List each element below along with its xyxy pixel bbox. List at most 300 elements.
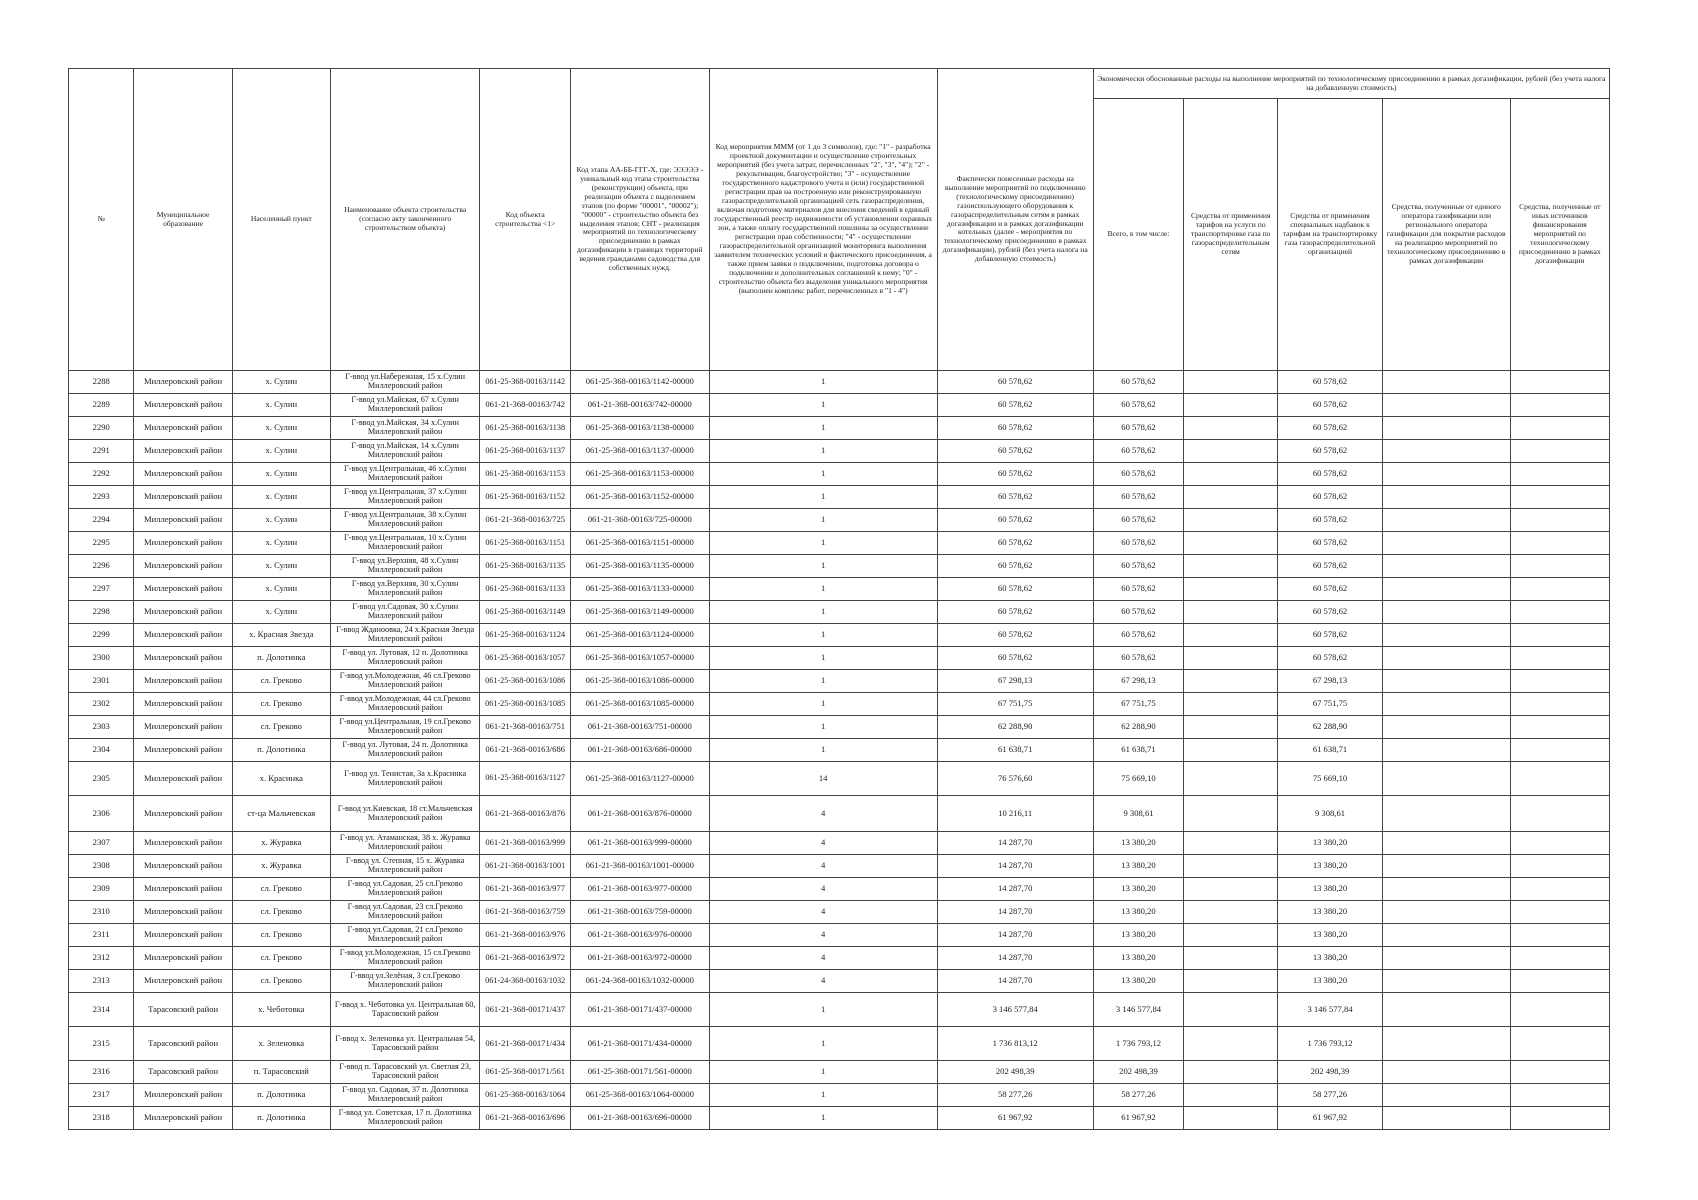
cell-stage-code: 061-21-368-00171/434-00000 bbox=[570, 1027, 709, 1061]
cell-actual-costs: 67 298,13 bbox=[937, 670, 1093, 693]
cell-no: 2296 bbox=[69, 555, 134, 578]
cell-surcharge: 13 380,20 bbox=[1278, 924, 1383, 947]
cell-municipality: Миллеровский район bbox=[134, 486, 232, 509]
cell-total: 60 578,62 bbox=[1093, 624, 1184, 647]
cell-actual-costs: 14 287,70 bbox=[937, 947, 1093, 970]
table-row bbox=[69, 532, 1610, 555]
cell-surcharge: 62 288,90 bbox=[1278, 716, 1383, 739]
cell-stage-code: 061-25-368-00163/1152-00000 bbox=[570, 486, 709, 509]
cell-other bbox=[1510, 855, 1609, 878]
cell-object-code: 061-21-368-00163/759 bbox=[480, 901, 571, 924]
cell-measure-code: 4 bbox=[709, 855, 937, 878]
cell-surcharge: 13 380,20 bbox=[1278, 832, 1383, 855]
table-row bbox=[69, 739, 1610, 762]
cell-measure-code: 4 bbox=[709, 796, 937, 832]
cell-operator bbox=[1382, 762, 1510, 796]
cell-municipality: Миллеровский район bbox=[134, 832, 232, 855]
cell-stage-code: 061-25-368-00163/1127-00000 bbox=[570, 762, 709, 796]
cell-tariff bbox=[1184, 855, 1278, 878]
table-row bbox=[69, 901, 1610, 924]
cell-no: 2311 bbox=[69, 924, 134, 947]
cell-object-name: Г-ввод ул.Центральная, 46 х.Сулин Миллеровский район bbox=[330, 463, 480, 486]
cell-measure-code: 14 bbox=[709, 762, 937, 796]
table-row bbox=[69, 670, 1610, 693]
header-municipality: Муниципальное образование bbox=[134, 69, 232, 371]
cell-other bbox=[1510, 924, 1609, 947]
cell-total: 13 380,20 bbox=[1093, 832, 1184, 855]
cell-tariff bbox=[1184, 440, 1278, 463]
cell-municipality: Тарасовский район bbox=[134, 1061, 232, 1084]
cell-stage-code: 061-25-368-00163/1124-00000 bbox=[570, 624, 709, 647]
cell-no: 2292 bbox=[69, 463, 134, 486]
cell-operator bbox=[1382, 693, 1510, 716]
cell-other bbox=[1510, 1107, 1609, 1130]
cell-total: 60 578,62 bbox=[1093, 394, 1184, 417]
cell-total: 202 498,39 bbox=[1093, 1061, 1184, 1084]
cell-no: 2289 bbox=[69, 394, 134, 417]
cell-no: 2313 bbox=[69, 970, 134, 993]
cell-total: 13 380,20 bbox=[1093, 878, 1184, 901]
cell-total: 60 578,62 bbox=[1093, 371, 1184, 394]
cell-total: 60 578,62 bbox=[1093, 647, 1184, 670]
cell-settlement: сл. Греково bbox=[232, 924, 330, 947]
cell-municipality: Миллеровский район bbox=[134, 762, 232, 796]
cell-no: 2294 bbox=[69, 509, 134, 532]
cell-municipality: Миллеровский район bbox=[134, 532, 232, 555]
table-row bbox=[69, 693, 1610, 716]
cell-no: 2288 bbox=[69, 371, 134, 394]
cell-actual-costs: 14 287,70 bbox=[937, 924, 1093, 947]
cell-total: 13 380,20 bbox=[1093, 901, 1184, 924]
cell-operator bbox=[1382, 532, 1510, 555]
cell-settlement: сл. Греково bbox=[232, 693, 330, 716]
cell-tariff bbox=[1184, 796, 1278, 832]
table-row bbox=[69, 796, 1610, 832]
cell-actual-costs: 60 578,62 bbox=[937, 555, 1093, 578]
cell-actual-costs: 14 287,70 bbox=[937, 901, 1093, 924]
cell-object-name: Г-ввод х. Зеленовка ул. Центральная 54, Тарасовский район bbox=[330, 1027, 480, 1061]
cell-total: 62 288,90 bbox=[1093, 716, 1184, 739]
cell-settlement: х. Сулин bbox=[232, 578, 330, 601]
cell-total: 1 736 793,12 bbox=[1093, 1027, 1184, 1061]
cell-object-code: 061-21-368-00163/696 bbox=[480, 1107, 571, 1130]
cell-operator bbox=[1382, 371, 1510, 394]
cell-actual-costs: 60 578,62 bbox=[937, 371, 1093, 394]
cell-settlement: п. Долотинка bbox=[232, 739, 330, 762]
cell-no: 2305 bbox=[69, 762, 134, 796]
cell-operator bbox=[1382, 739, 1510, 762]
cell-settlement: х. Красная Звезда bbox=[232, 624, 330, 647]
cell-surcharge: 3 146 577,84 bbox=[1278, 993, 1383, 1027]
cell-no: 2295 bbox=[69, 532, 134, 555]
cell-total: 60 578,62 bbox=[1093, 578, 1184, 601]
cell-no: 2300 bbox=[69, 647, 134, 670]
cell-tariff bbox=[1184, 463, 1278, 486]
cell-stage-code: 061-25-368-00163/1086-00000 bbox=[570, 670, 709, 693]
cell-actual-costs: 60 578,62 bbox=[937, 394, 1093, 417]
cell-total: 13 380,20 bbox=[1093, 970, 1184, 993]
cell-settlement: х. Сулин bbox=[232, 463, 330, 486]
cell-settlement: х. Сулин bbox=[232, 440, 330, 463]
cell-other bbox=[1510, 463, 1609, 486]
cell-object-name: Г-ввод ул.Молодежная, 15 сл.Греково Миллеровский район bbox=[330, 947, 480, 970]
cell-actual-costs: 60 578,62 bbox=[937, 647, 1093, 670]
cell-settlement: х. Сулин bbox=[232, 509, 330, 532]
cell-object-code: 061-25-368-00163/1151 bbox=[480, 532, 571, 555]
cell-measure-code: 4 bbox=[709, 924, 937, 947]
cell-settlement: сл. Греково bbox=[232, 901, 330, 924]
cell-object-code: 061-21-368-00163/976 bbox=[480, 924, 571, 947]
cell-stage-code: 061-21-368-00163/725-00000 bbox=[570, 509, 709, 532]
cell-tariff bbox=[1184, 532, 1278, 555]
cell-object-code: 061-21-368-00163/686 bbox=[480, 739, 571, 762]
header-operator: Средства, полученные от единого оператора газификации или регионального оператора газификации для покрытия расходов на реализацию мероприятий по технологическому присоединению в рамках догазификации bbox=[1382, 99, 1510, 371]
cell-measure-code: 4 bbox=[709, 901, 937, 924]
cell-object-code: 061-24-368-00163/1032 bbox=[480, 970, 571, 993]
cell-measure-code: 1 bbox=[709, 440, 937, 463]
cell-municipality: Миллеровский район bbox=[134, 855, 232, 878]
cell-measure-code: 1 bbox=[709, 486, 937, 509]
cell-no: 2299 bbox=[69, 624, 134, 647]
cell-operator bbox=[1382, 463, 1510, 486]
cell-total: 60 578,62 bbox=[1093, 463, 1184, 486]
cell-object-name: Г-ввод ул.Майская, 14 х.Сулин Миллеровский район bbox=[330, 440, 480, 463]
cell-measure-code: 1 bbox=[709, 394, 937, 417]
cell-object-code: 061-21-368-00171/434 bbox=[480, 1027, 571, 1061]
cell-object-code: 061-25-368-00163/1142 bbox=[480, 371, 571, 394]
cell-tariff bbox=[1184, 993, 1278, 1027]
table-row bbox=[69, 509, 1610, 532]
cell-municipality: Миллеровский район bbox=[134, 739, 232, 762]
cell-operator bbox=[1382, 624, 1510, 647]
cell-municipality: Миллеровский район bbox=[134, 578, 232, 601]
table-row bbox=[69, 440, 1610, 463]
cell-measure-code: 4 bbox=[709, 970, 937, 993]
cell-municipality: Миллеровский район bbox=[134, 601, 232, 624]
cell-actual-costs: 202 498,39 bbox=[937, 1061, 1093, 1084]
cell-operator bbox=[1382, 601, 1510, 624]
cell-municipality: Тарасовский район bbox=[134, 993, 232, 1027]
cell-surcharge: 1 736 793,12 bbox=[1278, 1027, 1383, 1061]
cell-object-code: 061-25-368-00163/1149 bbox=[480, 601, 571, 624]
cell-total: 60 578,62 bbox=[1093, 440, 1184, 463]
cell-object-code: 061-25-368-00163/1064 bbox=[480, 1084, 571, 1107]
cell-object-name: Г-ввод ул.Молодежная, 44 сл.Греково Миллеровский район bbox=[330, 693, 480, 716]
cell-actual-costs: 60 578,62 bbox=[937, 624, 1093, 647]
cell-object-code: 061-25-368-00163/1085 bbox=[480, 693, 571, 716]
cell-operator bbox=[1382, 417, 1510, 440]
cell-surcharge: 75 669,10 bbox=[1278, 762, 1383, 796]
cell-tariff bbox=[1184, 578, 1278, 601]
cell-object-name: Г-ввод Жданоовка, 24 х.Красная Звезда Миллеровский район bbox=[330, 624, 480, 647]
cell-no: 2304 bbox=[69, 739, 134, 762]
cell-settlement: сл. Греково bbox=[232, 670, 330, 693]
cell-other bbox=[1510, 578, 1609, 601]
cell-object-name: Г-ввод ул.Зелёная, 3 сл.Греково Миллеровский район bbox=[330, 970, 480, 993]
table-row bbox=[69, 624, 1610, 647]
header-surcharge: Средства от применения специальных надбавок к тарифам на транспортировку газа газораспределительной организацией bbox=[1278, 99, 1383, 371]
cell-total: 75 669,10 bbox=[1093, 762, 1184, 796]
cell-surcharge: 60 578,62 bbox=[1278, 555, 1383, 578]
cell-operator bbox=[1382, 716, 1510, 739]
cell-total: 60 578,62 bbox=[1093, 417, 1184, 440]
cell-surcharge: 60 578,62 bbox=[1278, 463, 1383, 486]
cell-stage-code: 061-25-368-00163/1138-00000 bbox=[570, 417, 709, 440]
cell-municipality: Миллеровский район bbox=[134, 463, 232, 486]
table-header bbox=[69, 69, 1610, 371]
cell-tariff bbox=[1184, 947, 1278, 970]
cell-total: 13 380,20 bbox=[1093, 855, 1184, 878]
cell-no: 2297 bbox=[69, 578, 134, 601]
cell-settlement: х. Красинка bbox=[232, 762, 330, 796]
cell-stage-code: 061-25-368-00163/1064-00000 bbox=[570, 1084, 709, 1107]
cell-other bbox=[1510, 970, 1609, 993]
cell-stage-code: 061-24-368-00163/1032-00000 bbox=[570, 970, 709, 993]
cell-measure-code: 1 bbox=[709, 1061, 937, 1084]
cell-actual-costs: 1 736 813,12 bbox=[937, 1027, 1093, 1061]
cell-surcharge: 67 751,75 bbox=[1278, 693, 1383, 716]
cell-object-name: Г-ввод ул.Центральная, 10 х.Сулин Миллеровский район bbox=[330, 532, 480, 555]
cell-no: 2317 bbox=[69, 1084, 134, 1107]
cell-operator bbox=[1382, 1107, 1510, 1130]
cell-stage-code: 061-21-368-00163/751-00000 bbox=[570, 716, 709, 739]
cell-operator bbox=[1382, 1061, 1510, 1084]
cell-object-name: Г-ввод ул.Верхняя, 30 х.Сулин Миллеровский район bbox=[330, 578, 480, 601]
cell-stage-code: 061-21-368-00163/742-00000 bbox=[570, 394, 709, 417]
cell-object-name: Г-ввод ул. Лутовая, 24 п. Долотинка Миллеровский район bbox=[330, 739, 480, 762]
cell-stage-code: 061-25-368-00163/1151-00000 bbox=[570, 532, 709, 555]
header-actual-costs: Фактически понесенные расходы на выполнение мероприятий по подключению (технологическому присоединению) газоиспользующего оборудования к газораспределительным сетям в рамках догазификации и в рамках догазификации котельных (далее - мероприятия по технологическому присоединению в рамках догазификации), рублей (без учета налога на добавленную стоимость) bbox=[937, 69, 1093, 371]
cell-object-code: 061-21-368-00171/437 bbox=[480, 993, 571, 1027]
cell-other bbox=[1510, 832, 1609, 855]
cell-actual-costs: 76 576,60 bbox=[937, 762, 1093, 796]
cell-tariff bbox=[1184, 1084, 1278, 1107]
cell-measure-code: 1 bbox=[709, 670, 937, 693]
cell-settlement: сл. Греково bbox=[232, 947, 330, 970]
cell-no: 2293 bbox=[69, 486, 134, 509]
cell-other bbox=[1510, 1027, 1609, 1061]
cell-surcharge: 60 578,62 bbox=[1278, 440, 1383, 463]
cell-object-name: Г-ввод ул.Садовая, 30 х.Сулин Миллеровский район bbox=[330, 601, 480, 624]
cell-stage-code: 061-21-368-00163/876-00000 bbox=[570, 796, 709, 832]
cell-settlement: сл. Греково bbox=[232, 716, 330, 739]
cell-settlement: х. Журавка bbox=[232, 832, 330, 855]
cell-actual-costs: 60 578,62 bbox=[937, 532, 1093, 555]
cell-operator bbox=[1382, 509, 1510, 532]
cell-settlement: х. Зеленовка bbox=[232, 1027, 330, 1061]
cell-tariff bbox=[1184, 878, 1278, 901]
cell-other bbox=[1510, 947, 1609, 970]
cell-measure-code: 1 bbox=[709, 532, 937, 555]
cell-object-name: Г-ввод ул. Степная, 15 х. Журавка Миллеровский район bbox=[330, 855, 480, 878]
cell-total: 60 578,62 bbox=[1093, 509, 1184, 532]
cell-object-code: 061-21-368-00163/725 bbox=[480, 509, 571, 532]
cell-tariff bbox=[1184, 601, 1278, 624]
cell-actual-costs: 62 288,90 bbox=[937, 716, 1093, 739]
cell-total: 13 380,20 bbox=[1093, 924, 1184, 947]
cell-stage-code: 061-21-368-00163/972-00000 bbox=[570, 947, 709, 970]
cell-settlement: п. Тарасовский bbox=[232, 1061, 330, 1084]
cell-tariff bbox=[1184, 394, 1278, 417]
cell-other bbox=[1510, 532, 1609, 555]
cell-object-code: 061-21-368-00163/999 bbox=[480, 832, 571, 855]
table-row bbox=[69, 486, 1610, 509]
cell-operator bbox=[1382, 486, 1510, 509]
cell-stage-code: 061-21-368-00163/977-00000 bbox=[570, 878, 709, 901]
cell-surcharge: 60 578,62 bbox=[1278, 417, 1383, 440]
cell-other bbox=[1510, 901, 1609, 924]
cell-total: 61 967,92 bbox=[1093, 1107, 1184, 1130]
cell-other bbox=[1510, 601, 1609, 624]
table-row bbox=[69, 1061, 1610, 1084]
cell-municipality: Миллеровский район bbox=[134, 970, 232, 993]
cell-other bbox=[1510, 693, 1609, 716]
cell-no: 2316 bbox=[69, 1061, 134, 1084]
cell-actual-costs: 60 578,62 bbox=[937, 440, 1093, 463]
cell-actual-costs: 14 287,70 bbox=[937, 878, 1093, 901]
cell-municipality: Тарасовский район bbox=[134, 1027, 232, 1061]
cell-measure-code: 1 bbox=[709, 555, 937, 578]
cell-no: 2314 bbox=[69, 993, 134, 1027]
cell-settlement: х. Сулин bbox=[232, 486, 330, 509]
cell-surcharge: 13 380,20 bbox=[1278, 878, 1383, 901]
cell-other bbox=[1510, 647, 1609, 670]
cell-no: 2307 bbox=[69, 832, 134, 855]
cell-object-name: Г-ввод ул.Молодежная, 46 сл.Греково Миллеровский район bbox=[330, 670, 480, 693]
cell-surcharge: 58 277,26 bbox=[1278, 1084, 1383, 1107]
cell-settlement: х. Журавка bbox=[232, 855, 330, 878]
cell-no: 2308 bbox=[69, 855, 134, 878]
cell-surcharge: 60 578,62 bbox=[1278, 394, 1383, 417]
cell-other bbox=[1510, 670, 1609, 693]
cell-municipality: Миллеровский район bbox=[134, 624, 232, 647]
cell-object-name: Г-ввод ул.Центральная, 19 сл.Греково Миллеровский район bbox=[330, 716, 480, 739]
cell-object-code: 061-25-368-00163/1057 bbox=[480, 647, 571, 670]
cell-object-code: 061-25-368-00163/1152 bbox=[480, 486, 571, 509]
header-no: № bbox=[69, 69, 134, 371]
cell-object-name: Г-ввод ул. Садовая, 37 п. Долотинка Миллеровский район bbox=[330, 1084, 480, 1107]
cell-object-name: Г-ввод ул.Верхняя, 48 х.Сулин Миллеровский район bbox=[330, 555, 480, 578]
cell-municipality: Миллеровский район bbox=[134, 417, 232, 440]
cell-other bbox=[1510, 509, 1609, 532]
cell-object-code: 061-21-368-00163/977 bbox=[480, 878, 571, 901]
table-row bbox=[69, 855, 1610, 878]
cell-object-code: 061-25-368-00163/1086 bbox=[480, 670, 571, 693]
cell-total: 60 578,62 bbox=[1093, 532, 1184, 555]
cell-other bbox=[1510, 1084, 1609, 1107]
cell-other bbox=[1510, 394, 1609, 417]
header-object-code: Код объекта строительства <1> bbox=[480, 69, 571, 371]
cell-other bbox=[1510, 440, 1609, 463]
cell-measure-code: 1 bbox=[709, 1107, 937, 1130]
cell-municipality: Миллеровский район bbox=[134, 716, 232, 739]
cell-other bbox=[1510, 1061, 1609, 1084]
cell-surcharge: 60 578,62 bbox=[1278, 578, 1383, 601]
cell-object-code: 061-25-368-00163/1135 bbox=[480, 555, 571, 578]
cell-stage-code: 061-25-368-00163/1137-00000 bbox=[570, 440, 709, 463]
cell-measure-code: 1 bbox=[709, 578, 937, 601]
cell-tariff bbox=[1184, 509, 1278, 532]
cell-operator bbox=[1382, 832, 1510, 855]
cell-no: 2298 bbox=[69, 601, 134, 624]
table-body bbox=[69, 371, 1610, 1130]
cell-tariff bbox=[1184, 647, 1278, 670]
cell-settlement: п. Долотинка bbox=[232, 1084, 330, 1107]
cell-actual-costs: 60 578,62 bbox=[937, 486, 1093, 509]
cell-operator bbox=[1382, 555, 1510, 578]
cell-measure-code: 1 bbox=[709, 1027, 937, 1061]
cell-stage-code: 061-21-368-00163/686-00000 bbox=[570, 739, 709, 762]
cell-object-code: 061-25-368-00163/1138 bbox=[480, 417, 571, 440]
cell-object-name: Г-ввод ул.Киевская, 18 ст.Мальчевская Миллеровский район bbox=[330, 796, 480, 832]
cell-total: 60 578,62 bbox=[1093, 601, 1184, 624]
cell-municipality: Миллеровский район bbox=[134, 394, 232, 417]
cell-settlement: х. Сулин bbox=[232, 555, 330, 578]
cell-settlement: х. Сулин bbox=[232, 601, 330, 624]
table-row bbox=[69, 1027, 1610, 1061]
cell-settlement: сл. Греково bbox=[232, 878, 330, 901]
table-row bbox=[69, 647, 1610, 670]
table-row bbox=[69, 947, 1610, 970]
cell-municipality: Миллеровский район bbox=[134, 1084, 232, 1107]
cell-settlement: х. Сулин bbox=[232, 532, 330, 555]
cell-object-name: Г-ввод ул.Майская, 67 х.Сулин Миллеровский район bbox=[330, 394, 480, 417]
cell-tariff bbox=[1184, 924, 1278, 947]
cell-settlement: х. Сулин bbox=[232, 417, 330, 440]
cell-municipality: Миллеровский район bbox=[134, 1107, 232, 1130]
cell-tariff bbox=[1184, 970, 1278, 993]
cell-object-code: 061-25-368-00163/1127 bbox=[480, 762, 571, 796]
cell-tariff bbox=[1184, 762, 1278, 796]
cell-municipality: Миллеровский район bbox=[134, 647, 232, 670]
cell-settlement: сл. Греково bbox=[232, 970, 330, 993]
cell-tariff bbox=[1184, 486, 1278, 509]
cell-tariff bbox=[1184, 693, 1278, 716]
cell-surcharge: 60 578,62 bbox=[1278, 371, 1383, 394]
cell-object-code: 061-21-368-00163/1001 bbox=[480, 855, 571, 878]
cell-measure-code: 4 bbox=[709, 947, 937, 970]
cell-measure-code: 1 bbox=[709, 693, 937, 716]
cell-operator bbox=[1382, 901, 1510, 924]
cell-stage-code: 061-21-368-00163/696-00000 bbox=[570, 1107, 709, 1130]
cell-municipality: Миллеровский район bbox=[134, 693, 232, 716]
cell-actual-costs: 60 578,62 bbox=[937, 601, 1093, 624]
cell-object-code: 061-21-368-00163/972 bbox=[480, 947, 571, 970]
cell-stage-code: 061-25-368-00163/1135-00000 bbox=[570, 555, 709, 578]
cell-measure-code: 1 bbox=[709, 716, 937, 739]
cell-object-name: Г-ввод ул.Садовая, 21 сл.Греково Миллеровский район bbox=[330, 924, 480, 947]
cell-municipality: Миллеровский район bbox=[134, 878, 232, 901]
table-row bbox=[69, 417, 1610, 440]
cell-settlement: х. Сулин bbox=[232, 394, 330, 417]
cell-municipality: Миллеровский район bbox=[134, 796, 232, 832]
cell-tariff bbox=[1184, 624, 1278, 647]
header-settlement: Населенный пункт bbox=[232, 69, 330, 371]
cell-surcharge: 202 498,39 bbox=[1278, 1061, 1383, 1084]
cell-stage-code: 061-21-368-00163/759-00000 bbox=[570, 901, 709, 924]
cell-object-name: Г-ввод ул.Садовая, 23 сл.Греково Миллеровский район bbox=[330, 901, 480, 924]
table-row bbox=[69, 601, 1610, 624]
header-object-name: Наименование объекта строительства (согласно акту законченного строительством объекта) bbox=[330, 69, 480, 371]
cell-settlement: п. Долотинка bbox=[232, 647, 330, 670]
cell-tariff bbox=[1184, 901, 1278, 924]
cell-stage-code: 061-21-368-00163/976-00000 bbox=[570, 924, 709, 947]
table-row bbox=[69, 578, 1610, 601]
table-row bbox=[69, 762, 1610, 796]
cell-stage-code: 061-25-368-00163/1153-00000 bbox=[570, 463, 709, 486]
table-row bbox=[69, 924, 1610, 947]
cell-surcharge: 9 308,61 bbox=[1278, 796, 1383, 832]
